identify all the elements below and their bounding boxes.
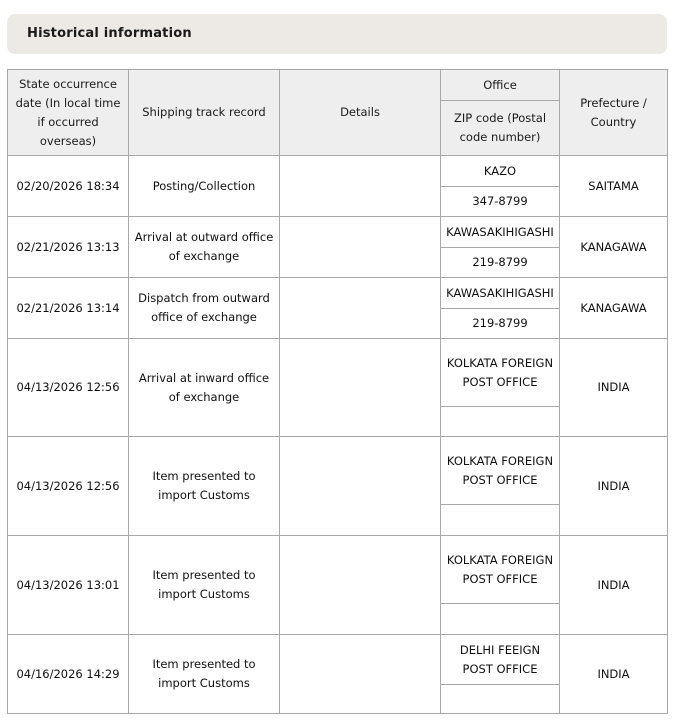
zip-cell <box>441 604 560 635</box>
zip-cell: 219-8799 <box>441 309 560 339</box>
section-title: Historical information <box>27 26 192 41</box>
track-cell: Arrival at outward office of exchange <box>129 217 280 278</box>
prefecture-cell: INDIA <box>560 536 668 635</box>
details-cell <box>280 278 441 339</box>
office-cell: KOLKATA FOREIGN POST OFFICE <box>441 437 560 505</box>
header-office: Office <box>441 70 560 101</box>
track-cell: Posting/Collection <box>129 156 280 217</box>
table-row <box>8 156 668 187</box>
table-row <box>8 339 668 407</box>
details-cell <box>280 536 441 635</box>
table-row <box>8 635 668 685</box>
prefecture-cell: KANAGAWA <box>560 278 668 339</box>
details-cell <box>280 217 441 278</box>
zip-cell <box>441 685 560 714</box>
track-cell: Arrival at inward office of exchange <box>129 339 280 437</box>
details-cell <box>280 156 441 217</box>
prefecture-cell: INDIA <box>560 339 668 437</box>
prefecture-cell: SAITAMA <box>560 156 668 217</box>
history-table <box>7 69 668 714</box>
track-cell: Dispatch from outward office of exchange <box>129 278 280 339</box>
zip-cell: 347-8799 <box>441 187 560 217</box>
details-cell <box>280 635 441 714</box>
zip-cell <box>441 505 560 536</box>
prefecture-cell: INDIA <box>560 635 668 714</box>
section-header <box>7 14 667 54</box>
header-prefecture: Prefecture / Country <box>560 70 668 156</box>
table-row <box>8 217 668 248</box>
date-cell: 02/20/2026 18:34 <box>8 156 129 217</box>
office-cell: KAWASAKIHIGASHI <box>441 278 560 309</box>
date-cell: 04/13/2026 12:56 <box>8 339 129 437</box>
track-cell: Item presented to import Customs <box>129 536 280 635</box>
track-cell: Item presented to import Customs <box>129 437 280 536</box>
table-row <box>8 278 668 309</box>
header-track: Shipping track record <box>129 70 280 156</box>
prefecture-cell: KANAGAWA <box>560 217 668 278</box>
date-cell: 02/21/2026 13:14 <box>8 278 129 339</box>
details-cell <box>280 437 441 536</box>
header-zip: ZIP code (Postal code number) <box>441 101 560 156</box>
header-date: State occurrence date (In local time if occurred overseas) <box>8 70 129 156</box>
track-cell: Item presented to import Customs <box>129 635 280 714</box>
prefecture-cell: INDIA <box>560 437 668 536</box>
office-cell: KOLKATA FOREIGN POST OFFICE <box>441 339 560 407</box>
date-cell: 02/21/2026 13:13 <box>8 217 129 278</box>
zip-cell <box>441 407 560 437</box>
date-cell: 04/16/2026 14:29 <box>8 635 129 714</box>
office-cell: DELHI FEEIGN POST OFFICE <box>441 635 560 685</box>
office-cell: KOLKATA FOREIGN POST OFFICE <box>441 536 560 604</box>
office-cell: KAWASAKIHIGASHI <box>441 217 560 248</box>
office-cell: KAZO <box>441 156 560 187</box>
table-row <box>8 437 668 505</box>
zip-cell: 219-8799 <box>441 248 560 278</box>
details-cell <box>280 339 441 437</box>
date-cell: 04/13/2026 13:01 <box>8 536 129 635</box>
date-cell: 04/13/2026 12:56 <box>8 437 129 536</box>
header-details: Details <box>280 70 441 156</box>
table-row <box>8 536 668 604</box>
